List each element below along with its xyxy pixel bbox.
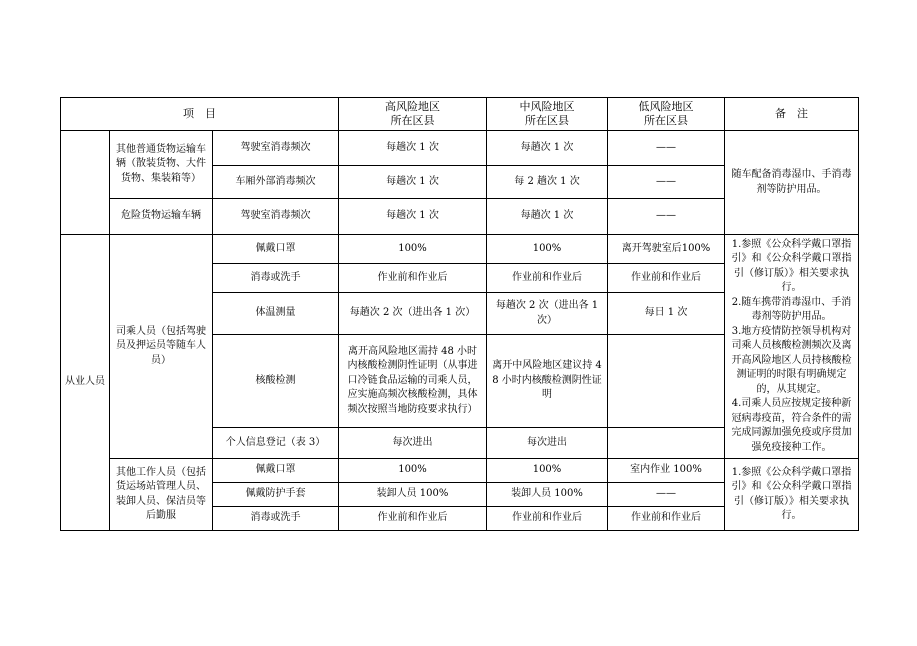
requirements-table <box>60 97 859 531</box>
mid-cell: 100% <box>487 459 608 483</box>
item-cell: 驾驶室消毒频次 <box>213 131 339 166</box>
crew-label: 司乘人员（包括驾驶员及押运员等随车人员） <box>110 235 213 459</box>
item-cell: 体温测量 <box>213 293 339 335</box>
mid-cell: 作业前和作业后 <box>487 264 608 293</box>
high-cell: 每趟次 1 次 <box>339 199 487 235</box>
table-row <box>61 131 859 166</box>
mid-cell: 每趟次 1 次 <box>487 131 608 166</box>
header-low-risk: 低风险地区 所在区县 <box>608 98 725 131</box>
header-mid-risk: 中风险地区 所在区县 <box>487 98 608 131</box>
mid-cell: 每趟次 1 次 <box>487 199 608 235</box>
high-cell: 100% <box>339 235 487 264</box>
workers-remark: 1.参照《公众科学戴口罩指引》和《公众科学戴口罩指引（修订版）》相关要求执行。 <box>725 459 859 531</box>
high-cell: 每趟次 1 次 <box>339 166 487 199</box>
section1-empty-cell <box>61 131 110 235</box>
item-cell: 驾驶室消毒频次 <box>213 199 339 235</box>
low-cell: 室内作业 100% <box>608 459 725 483</box>
low-cell: 作业前和作业后 <box>608 264 725 293</box>
table-row <box>61 459 859 483</box>
mid-cell: 100% <box>487 235 608 264</box>
item-cell: 佩戴口罩 <box>213 235 339 264</box>
high-cell: 作业前和作业后 <box>339 507 487 531</box>
vehicle-group-label: 其他普通货物运输车辆（散装货物、大件货物、集装箱等） <box>110 131 213 199</box>
crew-remark: 1.参照《公众科学戴口罩指引》和《公众科学戴口罩指引（修订版）》相关要求执行。 2.随车携带消毒湿巾、手消毒剂等防护用品。 3.地方疫情防控领导机构对司乘人员核酸检测频次及离开高风险地区人员持核酸检测证明的时限有明确规定的，从其规定。 4.司乘人员应按规定接种新冠病毒疫苗，符合条件的需完成同源加强免疫或序贯加强免疫接种工作。 <box>725 235 859 459</box>
item-cell: 个人信息登记（表 3） <box>213 428 339 459</box>
workers-label: 其他工作人员（包括货运场站管理人员、装卸人员、保洁员等后勤服 <box>110 459 213 531</box>
item-cell: 核酸检测 <box>213 335 339 428</box>
mid-cell: 装卸人员 100% <box>487 483 608 507</box>
mid-cell: 每 2 趟次 1 次 <box>487 166 608 199</box>
low-cell: 每日 1 次 <box>608 293 725 335</box>
low-cell <box>608 335 725 428</box>
high-cell: 作业前和作业后 <box>339 264 487 293</box>
item-cell: 消毒或洗手 <box>213 507 339 531</box>
item-cell: 佩戴口罩 <box>213 459 339 483</box>
item-cell: 佩戴防护手套 <box>213 483 339 507</box>
low-cell: —— <box>608 483 725 507</box>
high-cell: 每趟次 1 次 <box>339 131 487 166</box>
low-cell: 离开驾驶室后100% <box>608 235 725 264</box>
low-cell: 作业前和作业后 <box>608 507 725 531</box>
mid-cell: 每趟次 2 次（进出各 1 次） <box>487 293 608 335</box>
high-cell: 每次进出 <box>339 428 487 459</box>
header-row <box>61 98 859 131</box>
header-item: 项 目 <box>61 98 339 131</box>
high-cell: 装卸人员 100% <box>339 483 487 507</box>
low-cell: —— <box>608 199 725 235</box>
low-cell: —— <box>608 166 725 199</box>
high-cell: 100% <box>339 459 487 483</box>
high-cell: 每趟次 2 次（进出各 1 次） <box>339 293 487 335</box>
vehicle-remark: 随车配备消毒湿巾、手消毒剂等防护用品。 <box>725 131 859 235</box>
item-cell: 消毒或洗手 <box>213 264 339 293</box>
table-row <box>61 235 859 264</box>
section2-label: 从业人员 <box>61 235 110 531</box>
vehicle-group-label: 危险货物运输车辆 <box>110 199 213 235</box>
mid-cell: 每次进出 <box>487 428 608 459</box>
low-cell <box>608 428 725 459</box>
high-cell: 离开高风险地区需持 48 小时内核酸检测阴性证明（从事进口冷链食品运输的司乘人员，应实施高频次核酸检测，具体频次按照当地防疫要求执行） <box>339 335 487 428</box>
mid-cell: 作业前和作业后 <box>487 507 608 531</box>
header-remark: 备 注 <box>725 98 859 131</box>
mid-cell: 离开中风险地区建议持 48 小时内核酸检测阴性证明 <box>487 335 608 428</box>
low-cell: —— <box>608 131 725 166</box>
item-cell: 车厢外部消毒频次 <box>213 166 339 199</box>
header-high-risk: 高风险地区 所在区县 <box>339 98 487 131</box>
